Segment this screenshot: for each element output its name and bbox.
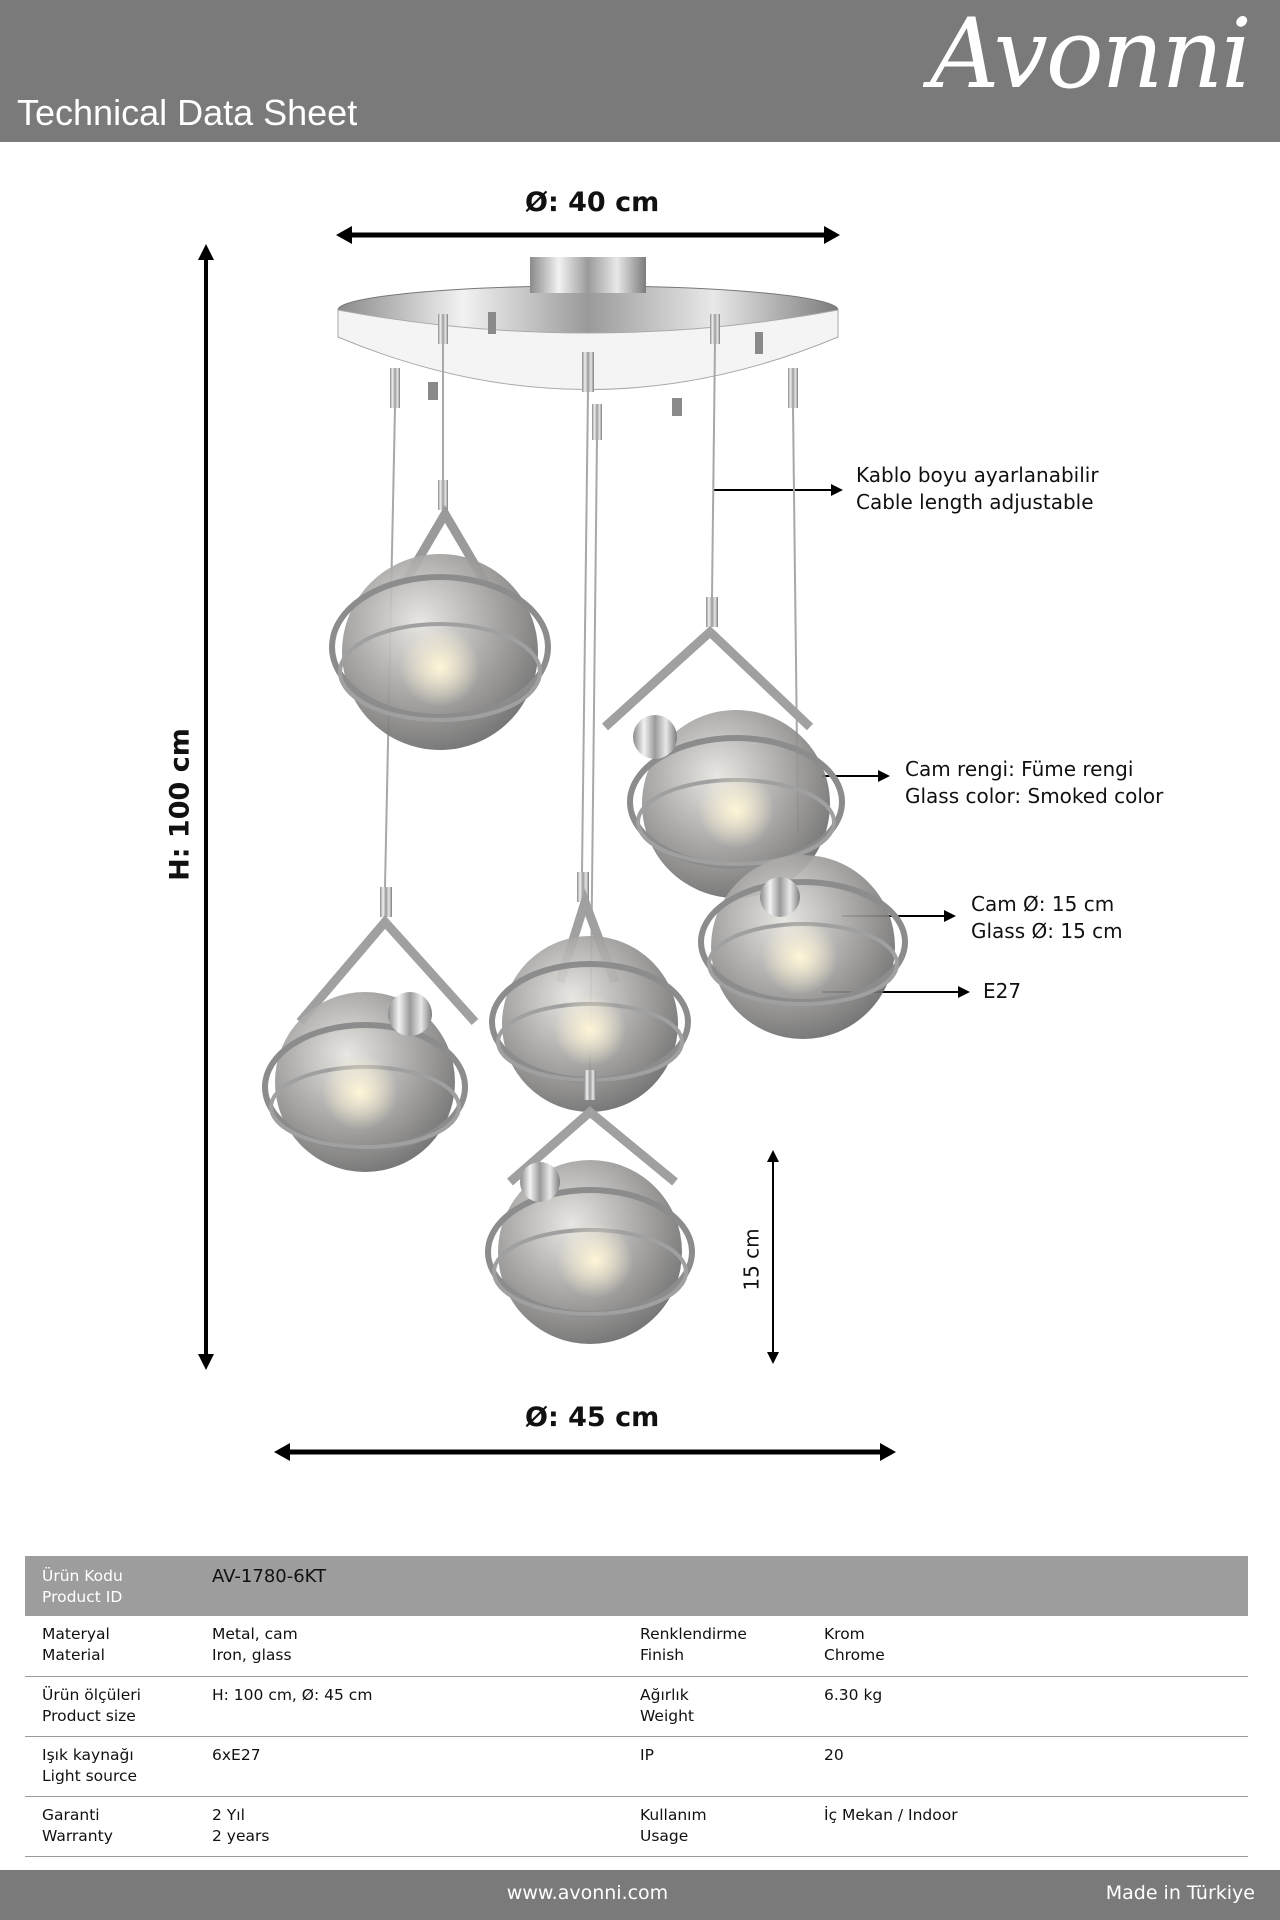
shade-height-label: 15 cm — [739, 1228, 764, 1291]
product-id-label-en: Product ID — [42, 1588, 123, 1606]
spec-label: Finish — [640, 1646, 685, 1664]
spec-label: Weight — [640, 1706, 695, 1725]
product-id-label-tr: Ürün Kodu — [42, 1567, 123, 1585]
technical-drawing — [0, 142, 1280, 1522]
bottom-diameter-label: Ø: 45 cm — [525, 1402, 660, 1433]
spec-label: Renklendirme — [640, 1625, 747, 1643]
pendant-6 — [488, 1070, 692, 1344]
spec-value: Chrome — [824, 1646, 885, 1664]
top-diameter-label: Ø: 40 cm — [525, 187, 660, 218]
spec-value: 20 — [824, 1745, 844, 1764]
glass-color-label-en: Glass color: Smoked color — [905, 784, 1164, 808]
spec-label: Garanti — [42, 1805, 100, 1824]
spec-row — [25, 1676, 1248, 1736]
spec-label: Warranty — [42, 1826, 113, 1845]
spec-value: 6xE27 — [212, 1745, 261, 1764]
spec-row — [25, 1736, 1248, 1796]
made-in-label: Made in Türkiye — [1105, 1882, 1255, 1904]
spec-label: Ürün ölçüleri — [42, 1685, 141, 1704]
spec-label: Product size — [42, 1706, 136, 1725]
glass-diameter-label-en: Glass Ø: 15 cm — [971, 919, 1123, 943]
spec-value: 2 Yıl — [212, 1805, 245, 1824]
spec-value: H: 100 cm, Ø: 45 cm — [212, 1685, 373, 1704]
spec-label: Light source — [42, 1766, 138, 1785]
spec-value: Iron, glass — [212, 1646, 292, 1664]
height-label: H: 100 cm — [164, 728, 196, 881]
pendant-4 — [265, 887, 475, 1172]
spec-label: Işık kaynağı — [42, 1745, 134, 1764]
brand-logo: Avonni — [930, 0, 1250, 110]
spec-label: IP — [640, 1745, 654, 1764]
header-bar — [0, 0, 1280, 142]
page-title: Technical Data Sheet — [17, 92, 358, 133]
glass-diameter-label-tr: Cam Ø: 15 cm — [971, 892, 1115, 916]
pendant-2 — [605, 597, 842, 898]
socket-label: E27 — [983, 979, 1022, 1003]
spec-label: Ağırlık — [640, 1685, 689, 1704]
spec-value: İç Mekan / Indoor — [824, 1805, 958, 1824]
spec-value: 2 years — [212, 1826, 270, 1845]
cable-label-en: Cable length adjustable — [856, 490, 1094, 514]
product-id-value: AV-1780-6KT — [212, 1566, 327, 1587]
spec-value: Metal, cam — [212, 1625, 298, 1643]
spec-row — [25, 1616, 1248, 1676]
pendant-1 — [332, 480, 548, 750]
spec-value: 6.30 kg — [824, 1685, 883, 1704]
spec-label: Usage — [640, 1826, 689, 1845]
footer-bar — [0, 1870, 1280, 1920]
cable-label-tr: Kablo boyu ayarlanabilir — [856, 463, 1099, 487]
spec-label: Kullanım — [640, 1805, 707, 1824]
spec-header-row — [25, 1556, 1248, 1616]
glass-color-label-tr: Cam rengi: Füme rengi — [905, 757, 1134, 781]
spec-row — [25, 1796, 1248, 1856]
website-link[interactable]: www.avonni.com — [506, 1882, 669, 1904]
spec-label: Material — [42, 1646, 105, 1664]
spec-value: Krom — [824, 1625, 865, 1643]
spec-label: Materyal — [42, 1625, 110, 1643]
spec-table — [25, 1556, 1248, 1857]
